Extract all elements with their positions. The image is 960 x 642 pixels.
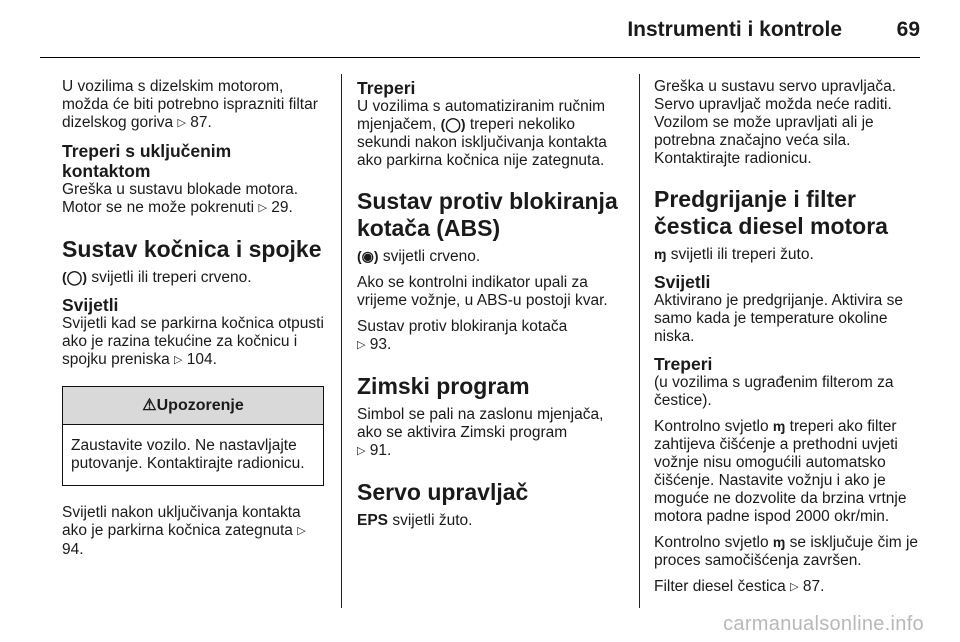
paragraph: Aktivirano je predgrijanje. Aktivira se samo kada je temperature okoline niska.	[654, 292, 903, 345]
abs-icon: (◉)	[357, 248, 379, 264]
page-ref-icon: ▷	[177, 117, 186, 129]
section-heading: Servo upravljač	[357, 479, 529, 505]
glow-plug-icon: ɱ	[654, 246, 667, 262]
page-ref-icon: ▷	[258, 202, 267, 214]
column-3	[654, 78, 924, 605]
page-ref: 87.	[802, 578, 825, 595]
paragraph: Svijetli nakon uključivanja kontakta ako je parkirna kočnica zategnuta ▷ 94.	[62, 504, 306, 558]
page-ref-icon: ▷	[174, 354, 183, 366]
paragraph: (u vozilima s ugrađenim filterom za čestice).	[654, 374, 894, 409]
column-divider-2	[639, 74, 640, 608]
paragraph: Simbol se pali na zaslonu mjenjača, ako se aktivira Zimski program ▷ 91.	[357, 406, 604, 459]
page-ref: 94.	[62, 541, 84, 558]
paragraph: Kontrolno svjetlo ɱ se isključuje čim je proces samočišćenja završen.	[654, 534, 919, 569]
page-ref: 93.	[369, 336, 392, 353]
section-heading: Zimski program	[357, 373, 530, 399]
page-ref: 87.	[190, 114, 212, 131]
warning-triangle-icon: ⚠	[142, 397, 157, 414]
column-divider-1	[341, 74, 342, 608]
paragraph: Greška u sustavu blokade motora. Motor se ne može pokrenuti ▷ 29.	[62, 181, 299, 216]
header-divider	[40, 57, 920, 58]
page-ref-icon: ▷	[357, 339, 366, 351]
brake-warning-icon: (◯)	[440, 116, 466, 132]
section-heading: Sustav kočnica i spojke	[62, 236, 322, 262]
paragraph: Ako se kontrolni indikator upali za vrijeme vožnje, u ABS-u postoji kvar.	[357, 274, 608, 309]
section-heading: Sustav protiv blokiranja kotača (ABS)	[357, 188, 618, 241]
subheading: Treperi	[654, 354, 713, 374]
eps-label: EPS	[357, 512, 389, 529]
page-ref-icon: ▷	[790, 581, 799, 593]
glow-plug-icon: ɱ	[772, 418, 786, 434]
warning-box	[62, 386, 324, 486]
paragraph: (◯) svijetli ili treperi crveno.	[62, 269, 252, 286]
page-number: 69	[896, 18, 920, 41]
page-ref-icon: ▷	[357, 445, 366, 457]
section-heading: Predgrijanje i filter čestica diesel motora	[654, 186, 888, 239]
glow-plug-icon: ɱ	[772, 534, 786, 550]
warning-header: ⚠Upozorenje	[63, 387, 323, 425]
paragraph: ɱ svijetli ili treperi žuto.	[654, 246, 814, 263]
paragraph: Svijetli kad se parkirna kočnica otpusti ako je razina tekućine za kočnicu i spojku preniska ▷ 104.	[62, 315, 324, 368]
paragraph: U vozilima s automatiziranim ručnim mjenjačem, (◯) treperi nekoliko sekundi nakon isključivanja kontakta ako parkirna kočnica nije zategnuta.	[357, 98, 607, 169]
page-ref: 104.	[186, 351, 217, 368]
paragraph: EPS svijetli žuto.	[357, 512, 473, 529]
subheading: Treperi	[357, 78, 416, 98]
column-1	[62, 78, 324, 567]
warning-body: Zaustavite vozilo. Ne nastavljajte putovanje. Kontaktirajte radionicu.	[71, 437, 305, 472]
subheading: Svijetli	[62, 295, 119, 315]
column-2	[357, 78, 625, 538]
page-ref: 91.	[369, 442, 392, 459]
paragraph: Sustav protiv blokiranja kotača ▷ 93.	[357, 318, 568, 353]
watermark: carmanualsonline.info	[723, 613, 924, 635]
paragraph: Kontrolno svjetlo ɱ treperi ako filter zahtijeva čišćenje a prethodni uvjeti vožnje nisu omogućili automatsko čišćenje. Nastavite vožnju i ako je moguće ne dozvolite da brzina vrtnje motora padne ispod 2000 okr/min.	[654, 418, 907, 525]
brake-warning-icon: (◯)	[62, 269, 87, 285]
page-ref: 29.	[271, 199, 293, 216]
paragraph: (◉) svijetli crveno.	[357, 248, 481, 265]
paragraph: U vozilima s dizelskim motorom, možda će biti potrebno isprazniti filtar dizelskog goriva ▷ 87.	[62, 78, 318, 131]
paragraph: Greška u sustavu servo upravljača. Servo upravljač možda neće raditi. Vozilom se može upravljati ali je potrebna značajno veća sila. Kontaktirajte radionicu.	[654, 78, 897, 167]
paragraph: Filter diesel čestica ▷ 87.	[654, 578, 825, 595]
page-ref-icon: ▷	[297, 525, 306, 537]
subheading: Svijetli	[654, 272, 711, 292]
page-title: Instrumenti i kontrole	[627, 18, 842, 41]
subheading: Treperi s uključenim kontaktom	[62, 141, 232, 181]
page-header	[0, 0, 960, 58]
